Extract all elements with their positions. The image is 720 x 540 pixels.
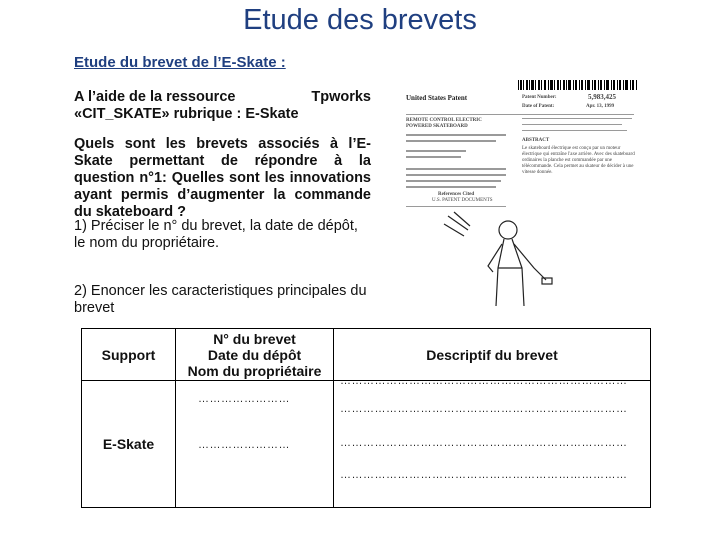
header-support: Support <box>82 329 176 381</box>
text-line <box>406 140 496 142</box>
support-cell: E-Skate <box>82 381 176 508</box>
patent-date: Apr. 13, 1999 <box>586 104 615 109</box>
barcode-graphic <box>518 80 638 90</box>
answer-line: …………………… <box>198 393 290 405</box>
text-line <box>406 174 506 176</box>
patent-number-label: Patent Number: <box>522 95 557 100</box>
text-line <box>522 124 622 125</box>
us-patent-docs-label: U.S. PATENT DOCUMENTS <box>432 198 493 203</box>
text-line <box>406 134 506 136</box>
abstract-label: ABSTRACT <box>522 138 550 143</box>
header-owner-name: Nom du propriétaire <box>187 362 322 379</box>
patent-info-cell[interactable] <box>176 381 334 508</box>
patent-table <box>81 328 651 508</box>
header-filing-date: Date du dépôt <box>207 346 302 363</box>
text-line <box>406 186 496 188</box>
patent-divider <box>406 114 634 115</box>
patent-number: 5,983,425 <box>588 93 616 101</box>
text-line <box>406 156 461 158</box>
text-line <box>522 118 632 119</box>
patent-header: United States Patent <box>406 94 468 102</box>
table-header-row <box>82 329 651 381</box>
section-heading: Etude du brevet de l’E-Skate : <box>74 54 286 71</box>
task-1: 1) Préciser le n° du brevet, la date de dépôt, le nom du propriétaire. <box>74 218 358 251</box>
text-line <box>522 130 627 131</box>
slide-title: Etude des brevets <box>243 4 477 36</box>
intro-line-2: «CIT_SKATE» rubrique : E-Skate <box>74 106 299 122</box>
header-patent-number: N° du brevet <box>213 330 296 347</box>
abstract-text: Le skateboard électrique est conçu par un moteur électrique qui entraîne l'axe arrière. Avec des skateboard ordinaires la planche est commandée par une télécommande. Cela permet au skateur de décider à une vitesse donnée. <box>522 146 635 175</box>
patent-date-label: Date of Patent: <box>522 104 555 109</box>
answer-line: …………………… <box>198 439 290 451</box>
patent-document-image <box>398 78 642 310</box>
header-patent-info <box>176 329 334 381</box>
intro-paragraph <box>74 89 371 123</box>
answer-line: ………………………………………………………………… <box>340 437 628 449</box>
text-line <box>406 168 506 170</box>
answer-line: ………………………………………………………………… <box>340 469 628 481</box>
question-paragraph: Quels sont les brevets associés à l’E-Skate permettant de répondre à la question n°1: Quelles sont les innovations ayant permis d’augmenter la commande du skateboard ? <box>74 136 371 220</box>
text-line <box>406 206 506 207</box>
table-row <box>82 381 651 508</box>
text-line <box>406 180 501 182</box>
answer-line: ………………………………………………………………… <box>340 403 628 415</box>
task-2: 2) Enoncer les caracteristiques principales du brevet <box>74 283 367 316</box>
resource-name: Tpworks <box>311 89 371 105</box>
patent-title-text: REMOTE CONTROL ELECTRIC POWERED SKATEBOARD <box>406 118 482 129</box>
description-cell[interactable] <box>334 375 651 508</box>
text-line <box>406 150 466 152</box>
references-label: References Cited <box>438 192 475 197</box>
skateboarder-drawing <box>438 208 568 308</box>
intro-line-1: A l’aide de la ressource <box>74 89 236 105</box>
header-description: Descriptif du brevet <box>334 329 651 381</box>
answer-line: ………………………………………………………………… <box>340 375 628 387</box>
